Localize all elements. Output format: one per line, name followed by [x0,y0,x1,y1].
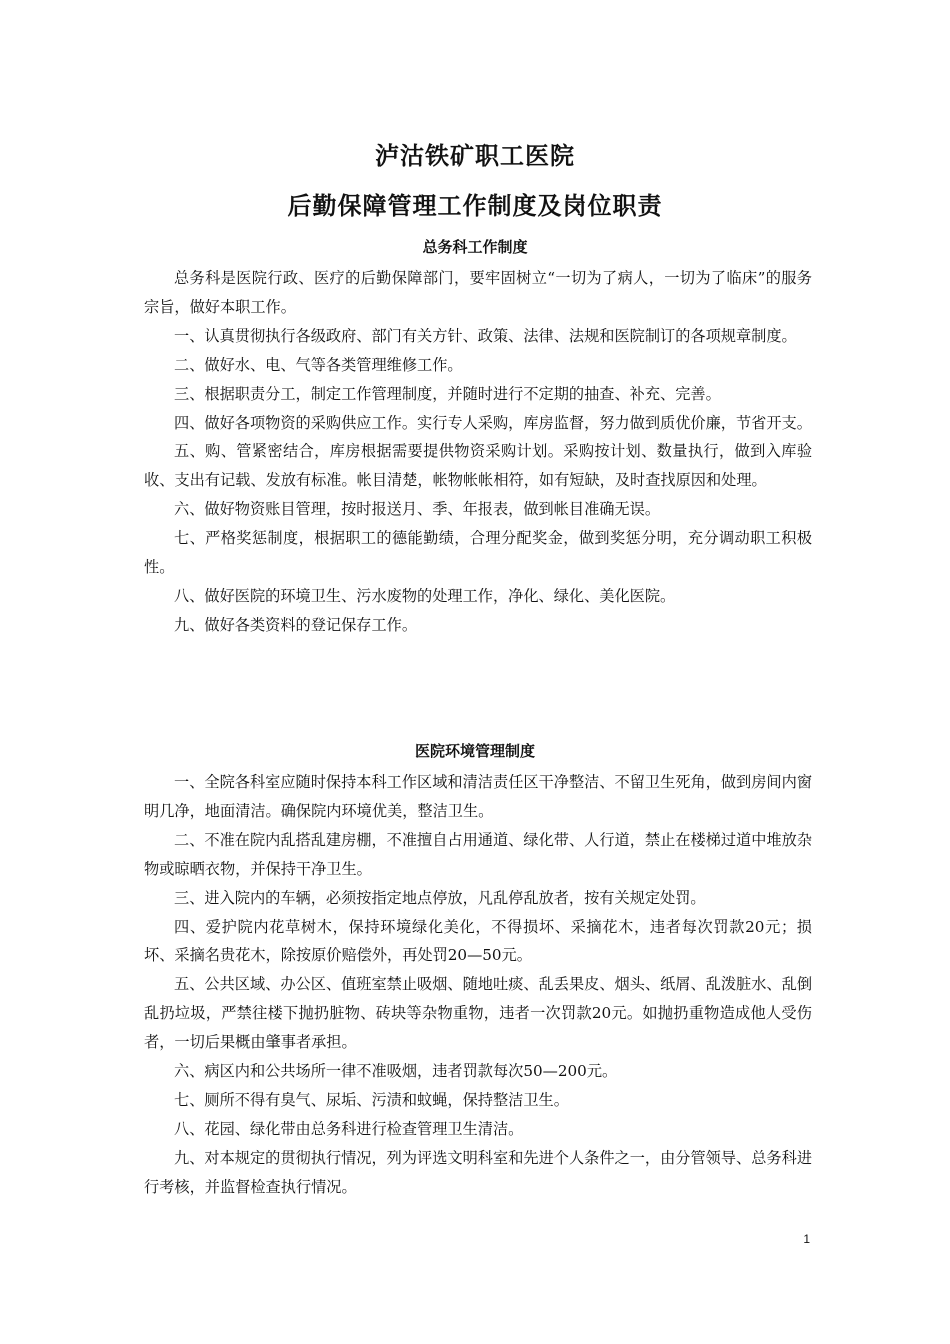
section-body-general-affairs [144,264,812,640]
page-number: 1 [803,1232,810,1246]
paragraph: 九、对本规定的贯彻执行情况，列为评选文明科室和先进个人条件之一，由分管领导、总务科进行考核，并监督检查执行情况。 [144,1148,812,1196]
paragraph: 五、购、管紧密结合，库房根据需要提供物资采购计划。采购按计划、数量执行，做到入库验收、支出有记载、发放有标准。帐目清楚，帐物帐帐相符，如有短缺，及时查找原因和处理。 [144,442,812,490]
document-title-line1: 泸沽铁矿职工医院 [375,142,575,170]
paragraph: 一、认真贯彻执行各级政府、部门有关方针、政策、法律、法规和医院制订的各项规章制度。 [174,326,797,345]
paragraph: 一、全院各科室应随时保持本科工作区域和清洁责任区干净整洁、不留卫生死角，做到房间内窗明几净，地面清洁。确保院内环境优美，整洁卫生。 [144,773,812,820]
paragraph: 六、做好物资账目管理，按时报送月、季、年报表，做到帐目准确无误。 [174,500,660,519]
paragraph: 八、花园、绿化带由总务科进行检查管理卫生清洁。 [174,1119,524,1138]
paragraph: 七、厕所不得有臭气、尿垢、污渍和蚊蝇，保持整洁卫生。 [174,1090,569,1109]
paragraph: 四、做好各项物资的采购供应工作。实行专人采购，库房监督，努力做到质优价廉，节省开支。 [174,413,812,432]
paragraph: 三、根据职责分工，制定工作管理制度，并随时进行不定期的抽查、补充、完善。 [174,384,721,403]
section-heading-environment: 医院环境管理制度 [414,742,535,760]
paragraph: 八、做好医院的环境卫生、污水废物的处理工作，净化、绿化、美化医院。 [174,586,676,605]
paragraph: 总务科是医院行政、医疗的后勤保障部门，要牢固树立“一切为了病人，一切为了临床”的服务宗旨，做好本职工作。 [144,269,812,316]
paragraph: 四、爱护院内花草树木，保持环境绿化美化，不得损坏、采摘花木，违者每次罚款20元；损坏、采摘名贵花木，除按原价赔偿外，再处罚20—50元。 [144,917,812,965]
paragraph: 九、做好各类资料的登记保存工作。 [174,615,417,634]
paragraph: 五、公共区域、办公区、值班室禁止吸烟、随地吐痰、乱丢果皮、烟头、纸屑、乱泼脏水、乱倒乱扔垃圾，严禁往楼下抛扔脏物、砖块等杂物重物，违者一次罚款20元。如抛扔重物造成他人受伤者，一切后果概由肇事者承担。 [144,975,812,1052]
document-title-line2: 后勤保障管理工作制度及岗位职责 [287,192,663,220]
paragraph: 三、进入院内的车辆，必须按指定地点停放，凡乱停乱放者，按有关规定处罚。 [174,888,706,907]
section-body-environment [144,768,812,1202]
section-heading-general-affairs: 总务科工作制度 [422,238,528,256]
paragraph: 二、不准在院内乱搭乱建房棚，不准擅自占用通道、绿化带、人行道，禁止在楼梯过道中堆放杂物或晾晒衣物，并保持干净卫生。 [144,830,812,878]
paragraph: 二、做好水、电、气等各类管理维修工作。 [174,355,463,374]
paragraph: 六、病区内和公共场所一律不准吸烟，违者罚款每次50—200元。 [174,1062,618,1081]
paragraph: 七、严格奖惩制度，根据职工的德能勤绩，合理分配奖金，做到奖惩分明，充分调动职工积极性。 [144,529,812,577]
